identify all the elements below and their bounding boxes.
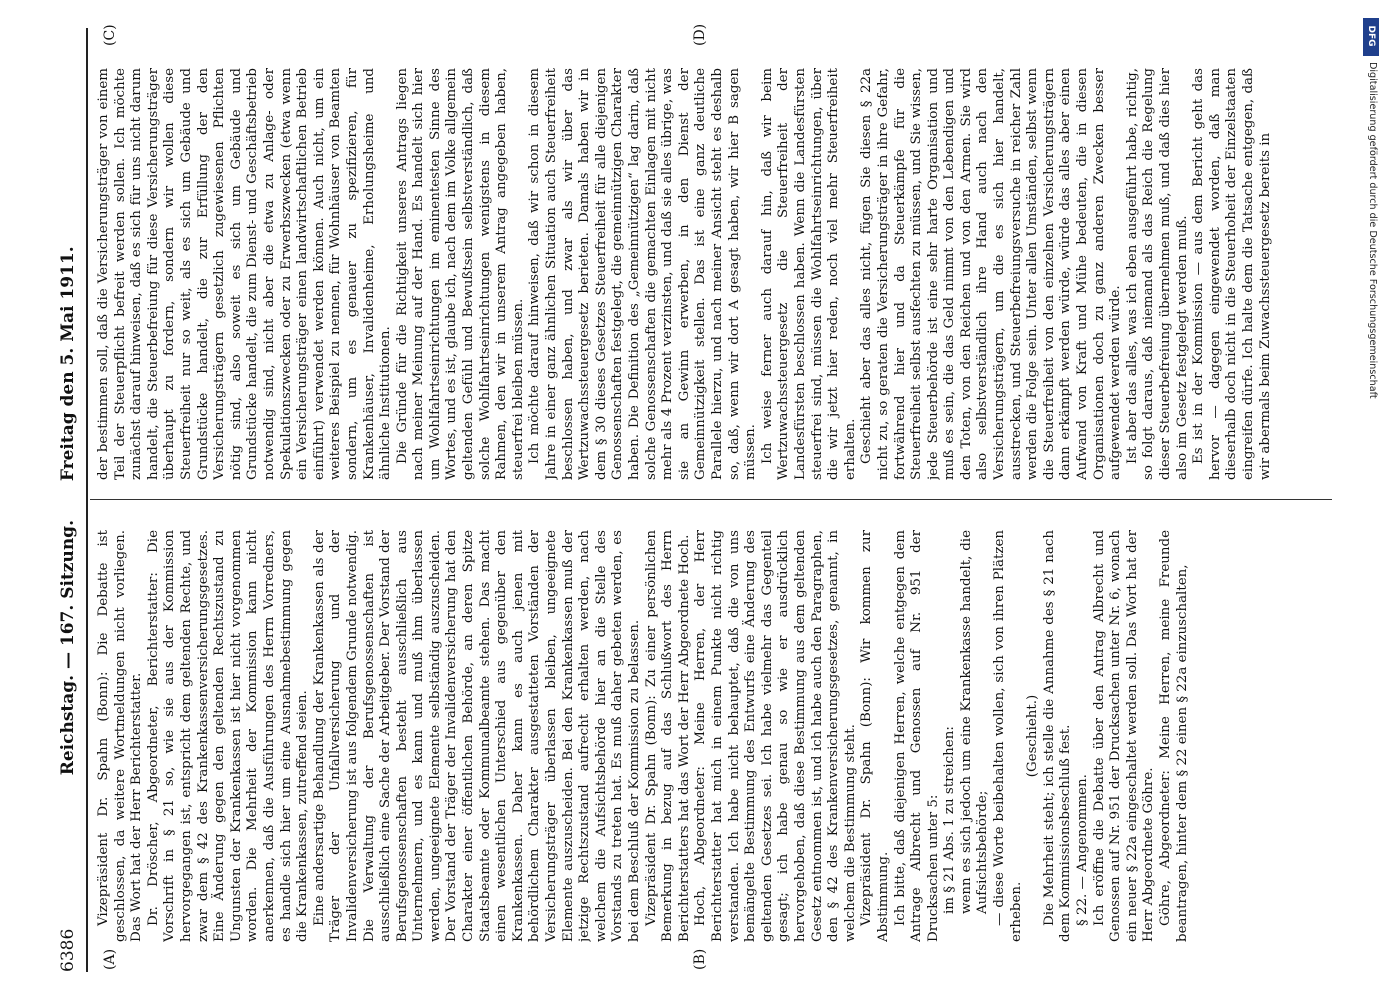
session-title: Reichstag. — 167. Sitzung. (57, 520, 78, 776)
stage-direction: (Geschieht.) (1024, 694, 1040, 778)
paragraph: Die Gründe für die Richtigkeit unseres Antrags liegen nach meiner Meinung auf der Hand. Es handelt sich hier um Wohlfahrtseinrichtungen im eminentesten Sinne des Wortes, und es ist, glaube ich, nach dem im Volke allgemein geltenden Gefühl und Bewußtsein selbstverständlich, daß solche Wohlfahrtseinrichtungen wenigstens in diesem Rahmen, den wir in unserem Antrag angegeben haben, steuerfrei bleiben müssen. (394, 68, 526, 480)
paragraph: Göhre, Abgeordneter: Meine Herren, meine Freunde beantragen, hinter dem § 22 einen § 22a einzuschalten, (1157, 530, 1190, 942)
paragraph: Ich bitte, daß diejenigen Herren, welche entgegen dem Antrage Albrecht und Genossen auf Nr. 951 der Drucksachen unter 5: (892, 530, 941, 942)
session-date: Freitag den 5. Mai 1911. (57, 246, 78, 482)
left-column (96, 530, 1332, 942)
newspaper-page (32, 10, 1352, 990)
paragraph: der bestimmen soll, daß die Versicherungsträger von einem Teil der Steuerpflicht befreit werden sollen. Ich möchte zunächst darauf hinweisen, daß es sich für uns nicht darum handelt, die Steuerbefreiung für diese Versicherungsträger überhaupt zu fordern, sondern wir wollen diese Steuerfreiheit nur so weit, als es sich um Gebäude und Grundstücke handelt, die zur Erfüllung der den Versicherungsträgern gesetzlich zugewiesenen Pflichten nötig sind, also soweit es sich um Gebäude und Grundstücke handelt, die zum Dienst- und Geschäftsbetrieb notwendig sind, nicht aber die etwa zu Anlage- oder Spekulationszwecken oder zu Erwerbszwecken (etwa wenn ein Versicherungsträger einen landwirtschaftlichen Betrieb einführt) verwendet werden können. Auch nicht, um ein weiteres Beispiel zu nennen, für Wohnhäuser von Beamten sondern, um es genauer zu spezifizieren, für Krankenhäuser, Invalidenheime, Erholungsheime und ähnliche Institutionen. (95, 68, 393, 480)
quoted-amendment: im § 21 Abs. 1 zu streichen: (941, 726, 957, 914)
paragraph: Ich weise ferner auch darauf hin, daß wir beim Wertzuwachssteuergesetz die Steuerfreiheit der Landesfürsten beschlossen haben. Wenn die Landesfürsten steuerfrei sind, müssen die Wohlfahrtseinrichtungen, über die wir jetzt hier reden, noch viel mehr Steuerfreiheit erhalten. (759, 68, 858, 480)
paragraph: Vizepräsident Dr. Spahn (Bonn): Zu einer persönlichen Bemerkung in bezug auf das Schlußwort des Herrn Berichterstatters hat das Wort der Herr Abgeordnete Hoch. (643, 530, 692, 942)
page-header (52, 28, 88, 972)
right-column (96, 68, 1332, 480)
margin-letter-b: (B) (691, 948, 708, 970)
margin-letter-d: (D) (691, 23, 708, 46)
quoted-amendment: wenn es sich jedoch um eine Krankenkasse handelt, die Aufsichtsbehörde; (958, 530, 990, 914)
page-number: 6386 (57, 928, 78, 972)
paragraph: Geschieht aber das alles nicht, fügen Sie diesen § 22a nicht zu, so geraten die Versicherungsträger in ihre Gefahr, fortwährend hier und da Steuerkämpfe für die Steuerfreiheit selbst ausfechten zu müssen, und Sie wissen, jede Steuerbehörde ist eine sehr harte Organisation und muß es sein, die das Geld nimmt von den Lebendigen und den Toten, von den Reichen und von den Armen. Sie wird also selbstverständlich ihre Hand auch nach den Versicherungsträgern, um die es sich hier handelt, ausstrecken, und Steuerbefreiungsversuche in reicher Zahl werden die Folge sein. Unter allen Umständen, selbst wenn die Steuerfreiheit von den einzelnen Versicherungsträgern dann erkämpft werden würde, würde das alles aber einen Aufwand von Kraft und Mühe bedeuten, die in diesen Organisationen doch zu ganz anderen Zwecken besser aufgewendet werden würde. (858, 68, 1123, 480)
paragraph: — diese Worte beibehalten wollen, sich von ihren Plätzen erheben. (991, 530, 1024, 942)
margin-letter-c: (C) (101, 24, 118, 46)
margin-letter-a: (A) (101, 948, 118, 970)
paragraph: Eine andersartige Behandlung der Krankenkassen als der Träger der Unfallversicherung und der Invalidenversicherung ist aus folgendem Grunde notwendig. Die Verwaltung der Berufsgenossenschaften ist ausschließlich eine Sache der Arbeitgeber. Der Vorstand der Berufsgenossenschaften besteht ausschließlich aus Unternehmern, und es kann und muß ihm überlassen werden, ungeeignete Elemente selbständig auszuscheiden. Der Vorstand der Träger der Invalidenversicherung hat den Charakter einer öffentlichen Behörde, an deren Spitze Staatsbeamte oder Kommunalbeamte stehen. Das macht einen wesentlichen Unterschied aus gegenüber den Krankenkassen. Daher kann es auch jenen mit behördlichem Charakter ausgestatteten Vorständen der Versicherungsträger überlassen bleiben, ungeeignete Elemente auszuscheiden. Bei den Krankenkassen muß der jetzige Rechtszustand aufrecht erhalten werden, nach welchem die Aufsichtsbehörde hier an die Stelle des Vorstands zu treten hat. Es muß daher gebeten werden, es bei dem Beschluß der Kommission zu belassen. (311, 530, 642, 942)
paragraph: Dr. Dröscher, Abgeordneter, Berichterstatter: Die Vorschrift in § 21 so, wie sie aus der Kommission hervorgegangen ist, entspricht dem geltenden Rechte, und zwar dem § 42 des Krankenkassenversicherungsgesetzes. Eine Änderung gegen den geltenden Rechtszustand zu Ungunsten der Krankenkassen ist hier nicht vorgenommen worden. Die Mehrheit der Kommission kann nicht anerkennen, daß die Ausführungen des Herrn Vorredners, es handle sich hier um eine Ausnahmebestimmung gegen die Krankenkassen, zutreffend seien. (145, 530, 310, 942)
paragraph: § 22. — Angenommen. (1074, 774, 1090, 926)
paragraph: Ich möchte darauf hinweisen, daß wir schon in diesem Jahre in einer ganz ähnlichen Situation auch Steuerfreiheit beschlossen haben, und zwar als wir über das Wertzuwachssteuergesetz berieten. Damals haben wir in dem § 30 dieses Gesetzes Steuerfreiheit für alle diejenigen Genossenschaften festgelegt, die gemeinnützigen Charakter haben. Die Definition des „Gemeinnützigen“ lag darin, daß solche Genossenschaften die gemachten Einlagen mit nicht mehr als 4 Prozent verzinsten, und daß sie alles übrige, was sie an Gewinn erwerben, in den Dienst der Gemeinnützigkeit stellen. Das ist eine ganz deutliche Parallele hierzu, und nach meiner Ansicht steht es deshalb so, daß, wenn wir dort A gesagt haben, wir hier B sagen müssen. (526, 68, 758, 480)
column-divider (90, 499, 1332, 500)
paragraph: Die Mehrheit steht; ich stelle die Annahme des § 21 nach dem Kommissionsbeschluß fest. (1041, 530, 1073, 942)
digitization-credit: Digitalisierung gefördert durch die Deutsche Forschungsgemeinschaft (1367, 62, 1378, 399)
paragraph: Ich eröffne die Debatte über den Antrag Albrecht und Genossen auf Nr. 951 der Drucksachen unter Nr. 6, wonach ein neuer § 22a eingeschaltet werden soll. Das Wort hat der Herr Abgeordnete Göhre. (1091, 530, 1156, 942)
paragraph: Ist aber das alles, was ich eben ausgeführt habe, richtig, so folgt daraus, daß niemand als das Reich die Regelung dieser Steuerbefreiung übernehmen muß, und daß dies hier also im Gesetz festgelegt werden muß. (1124, 68, 1190, 480)
dfg-logo: DFG (1363, 18, 1379, 56)
paragraph: Hoch, Abgeordneter: Meine Herren, der Herr Berichterstatter hat mich in einem Punkte nicht richtig verstanden. Ich habe nicht behauptet, daß die von uns bemängelte Bestimmung des Entwurfs eine Änderung des geltenden Gesetzes sei. Ich habe vielmehr das Gegenteil gesagt; ich habe genau so wie er ausdrücklich hervorgehoben, daß diese Bestimmung aus dem geltenden Gesetz entnommen ist, und ich habe auch den Paragraphen, den § 42 des Krankenversicherungsgesetzes, genannt, in welchem die Bestimmung steht. (692, 530, 858, 942)
paragraph: Vizepräsident Dr. Spahn (Bonn): Die Debatte ist geschlossen, da weitere Wortmeldungen nicht vorliegen. Das Wort hat der Herr Berichterstatter. (95, 530, 144, 942)
paragraph: Es ist in der Kommission — aus dem Bericht geht das hervor — dagegen eingewendet worden, daß man dieserhalb doch nicht in die Steuerhoheit der Einzelstaaten eingreifen dürfe. Ich halte dem die Tatsache entgegen, daß wir abermals beim Zuwachssteuergesetz bereits in (1190, 68, 1273, 480)
paragraph: Vizepräsident Dr. Spahn (Bonn): Wir kommen zur Abstimmung. (858, 530, 891, 942)
dfg-stamp (1363, 18, 1379, 998)
